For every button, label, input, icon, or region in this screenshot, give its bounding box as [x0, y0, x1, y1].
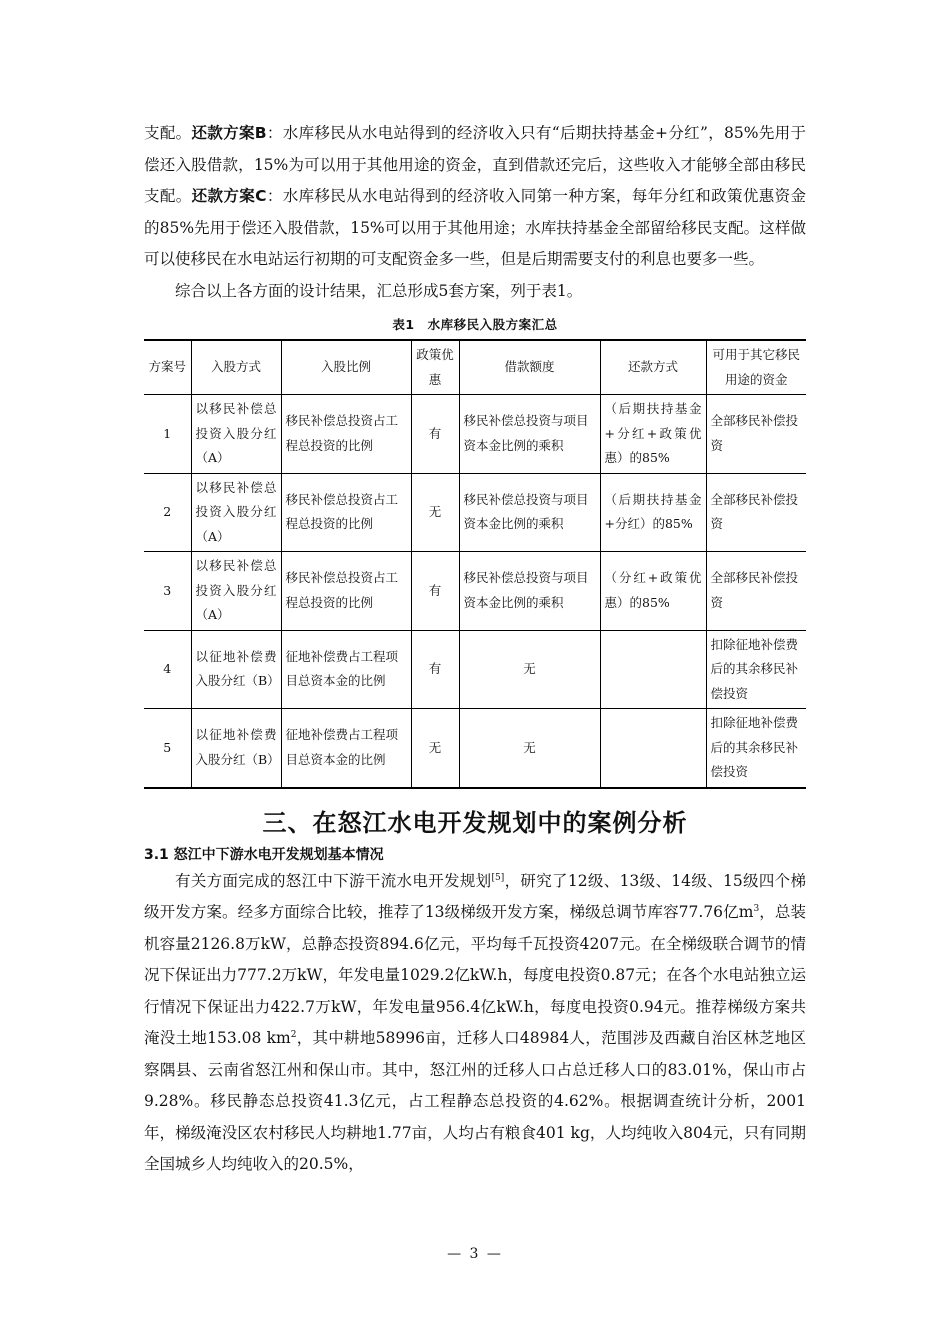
text-segment: ：水库移民从水电站得到的经济收入同第一种方案，每年分红和政策优惠资金的85%先用于偿还入股借款，15%可以用于其他用途；水库扶持基金全部留给移民支配。这样做可以使移民在水电站运行初期的可支配资金多一些，但是后期需要支付的利息也要多一些。: [144, 187, 806, 268]
plan-summary-table: [144, 339, 806, 789]
table-cell: 无: [411, 709, 459, 788]
table-cell: 2: [144, 473, 191, 552]
column-header: 入股比例: [281, 340, 411, 395]
table-cell: 移民补偿总投资与项目资本金比例的乘积: [459, 395, 600, 474]
citation-ref: [5]: [491, 872, 505, 883]
table-cell: 全部移民补偿投资: [706, 552, 806, 631]
table-row: [144, 395, 806, 474]
superscript: 3: [753, 903, 760, 914]
option-b-label: 还款方案B: [191, 124, 267, 142]
paragraph-summary: 综合以上各方面的设计结果，汇总形成5套方案，列于表1。: [175, 281, 583, 300]
table-cell: [600, 709, 706, 788]
column-header: 政策优惠: [411, 340, 459, 395]
table-cell: 扣除征地补偿费后的其余移民补偿投资: [706, 709, 806, 788]
column-header: 还款方式: [600, 340, 706, 395]
table-cell: 移民补偿总投资与项目资本金比例的乘积: [459, 552, 600, 631]
table-cell: 移民补偿总投资占工程总投资的比例: [281, 473, 411, 552]
table-header-row: [144, 340, 806, 395]
superscript: 2: [290, 1029, 297, 1040]
table-cell: 移民补偿总投资与项目资本金比例的乘积: [459, 473, 600, 552]
column-header: 方案号: [144, 340, 191, 395]
table-cell: 移民补偿总投资占工程总投资的比例: [281, 395, 411, 474]
table-row: [144, 552, 806, 631]
table-caption: 表1 水库移民入股方案汇总: [392, 317, 558, 332]
table-cell: 以移民补偿总投资入股分红（A）: [191, 552, 281, 631]
table-row: [144, 630, 806, 709]
table-cell: [600, 630, 706, 709]
column-header: 借款额度: [459, 340, 600, 395]
text-segment: ，总装机容量2126.8万kW，总静态投资894.6亿元，平均每千瓦投资4207元。在全梯级联合调节的情况下保证出力777.2万kW，年发电量1029.2亿kW.h，每度电投资0.87元；在各个水电站独立运行情况下保证出力422.7万kW，年发电量956.4亿kW.h，每度电投资0.94元。推荐梯级方案共淹没土地153.08 km: [144, 903, 806, 1047]
text-segment: ，研究了12级、13级、14级、15级四个梯级开发方案。经多方面综合比较，推荐了13级梯级开发方案，梯级总调节库容77.76亿m: [144, 871, 806, 921]
table-cell: 全部移民补偿投资: [706, 395, 806, 474]
text-segment: ，其中耕地58996亩，迁移人口48984人，范围涉及西藏自治区林芝地区察隅县、云南省怒江州和保山市。其中，怒江州的迁移人口占总迁移人口的83.01%，保山市占9.28%。移民静态总投资41.3亿元，占工程静态总投资的4.62%。根据调查统计分析，2001年，梯级淹没区农村移民人均耕地1.77亩，人均占有粮食401 kg，人均纯收入804元，只有同期全国城乡人均纯收入的20.5%，: [144, 1029, 806, 1173]
table-cell: 以征地补偿费入股分红（B）: [191, 709, 281, 788]
table-cell: 无: [459, 630, 600, 709]
table-row: [144, 709, 806, 788]
table-cell: 以移民补偿总投资入股分红（A）: [191, 395, 281, 474]
column-header: 入股方式: [191, 340, 281, 395]
table-cell: 全部移民补偿投资: [706, 473, 806, 552]
table-cell: 3: [144, 552, 191, 631]
section-title: 三、在怒江水电开发规划中的案例分析: [262, 808, 688, 837]
text-segment: 支配。: [144, 124, 192, 142]
page-number: — 3 —: [447, 1246, 503, 1262]
table-cell: （后期扶持基金+分红）的85%: [600, 473, 706, 552]
column-header: 可用于其它移民用途的资金: [706, 340, 806, 395]
table-cell: 有: [411, 552, 459, 631]
table-cell: 有: [411, 395, 459, 474]
table-cell: 4: [144, 630, 191, 709]
table-row: [144, 473, 806, 552]
paragraph-nujiang-overview: [144, 866, 806, 1181]
table-cell: 1: [144, 395, 191, 474]
table-cell: 移民补偿总投资占工程总投资的比例: [281, 552, 411, 631]
table-cell: 以征地补偿费入股分红（B）: [191, 630, 281, 709]
table-cell: 征地补偿费占工程项目总资本金的比例: [281, 709, 411, 788]
option-c-label: 还款方案C: [191, 187, 267, 205]
subsection-title: 3.1 怒江中下游水电开发规划基本情况: [144, 846, 384, 863]
document-page: [144, 118, 806, 1181]
table-cell: 征地补偿费占工程项目总资本金的比例: [281, 630, 411, 709]
table-cell: （分红+政策优惠）的85%: [600, 552, 706, 631]
text-segment: 有关方面完成的怒江中下游干流水电开发规划: [175, 871, 492, 890]
table-cell: （后期扶持基金+分红+政策优惠）的85%: [600, 395, 706, 474]
table-cell: 5: [144, 709, 191, 788]
table-cell: 以移民补偿总投资入股分红（A）: [191, 473, 281, 552]
table-cell: 无: [459, 709, 600, 788]
table-cell: 扣除征地补偿费后的其余移民补偿投资: [706, 630, 806, 709]
paragraph-repayment-options: [144, 118, 806, 276]
table-cell: 无: [411, 473, 459, 552]
text-segment: ：水库移民从水电站得到的经济收入只有“后期扶持基金+分红”，85%先用于偿还入股借款，15%为可以用于其他用途的资金，直到借款还完后，这些收入才能够全部由移民支配。: [144, 124, 806, 205]
table-cell: 有: [411, 630, 459, 709]
